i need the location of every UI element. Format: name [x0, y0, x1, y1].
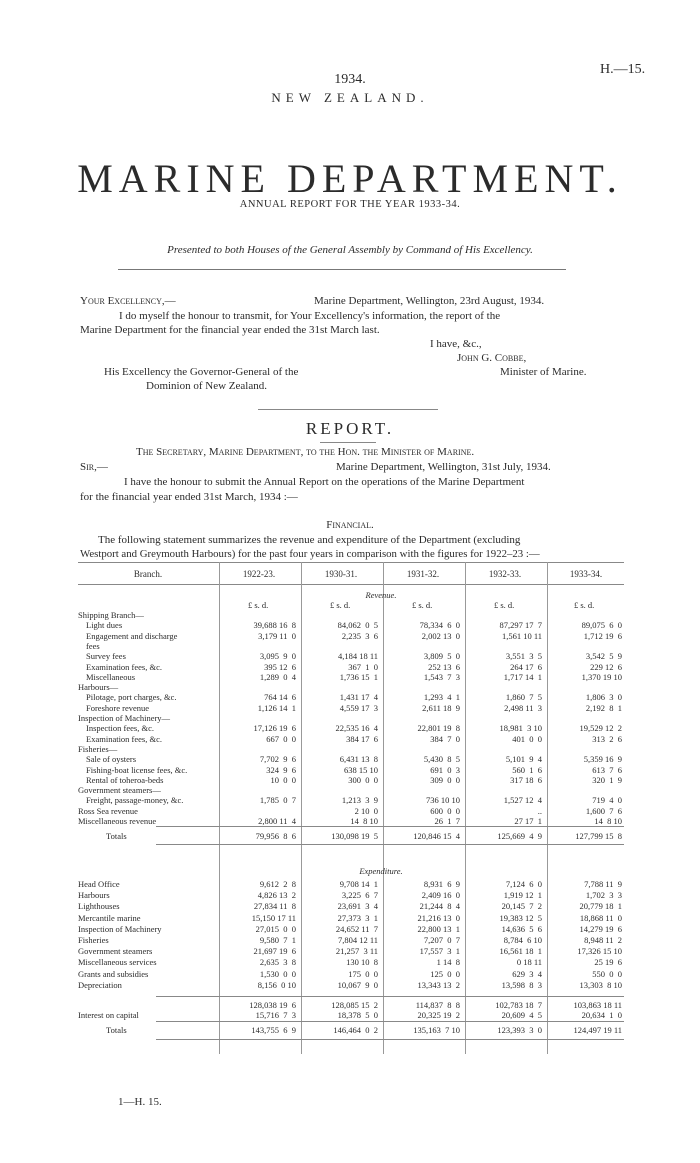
cell-value: 10,067 9 0: [337, 979, 378, 990]
cell-value: 84,062 0 5: [337, 620, 378, 631]
header-year: 1930-31.: [324, 569, 358, 579]
divider: [320, 442, 376, 443]
table-row: [78, 901, 624, 911]
report-from-to: The Secretary, Marine Department, to the Hon. the Minister of Marine.: [136, 446, 475, 458]
section-label-revenue: Revenue.: [365, 590, 397, 600]
cell-value: 20,325 19 2: [417, 1010, 460, 1020]
subtotal-row: [78, 1000, 624, 1010]
cell-value: 20,609 4 5: [501, 1010, 542, 1020]
cell-value: 16,561 18 1: [499, 946, 542, 957]
letter-body-line: Marine Department for the financial year ended the 31st March last.: [80, 324, 380, 336]
letter-signatory-title: Minister of Marine.: [500, 366, 587, 378]
cell-value: 39,688 16 8: [253, 620, 296, 631]
cell-value: 14 8 10: [350, 816, 378, 826]
presented-line: Presented to both Houses of the General Assembly by Command of His Excellency.: [167, 244, 533, 256]
page-code: H.—15.: [600, 62, 646, 77]
row-label: Totals: [106, 1025, 127, 1035]
row-label: fees: [86, 640, 100, 651]
cell-value: 130,098 19 5: [331, 831, 378, 841]
row-label: Examination fees, &c.: [86, 733, 163, 744]
row-label: Fisheries: [78, 935, 109, 945]
cell-value: 1,213 3 9: [341, 795, 378, 806]
cell-value: 20,634 1 0: [581, 1010, 622, 1020]
table-rule: [156, 1039, 624, 1040]
cell-value: 27 17 1: [514, 816, 542, 826]
cell-value: 0 18 11: [516, 957, 542, 968]
cell-value: 128,038 19 6: [249, 1000, 296, 1010]
cell-value: 1,785 0 7: [259, 795, 296, 806]
row-label: Inspection fees, &c.: [86, 723, 154, 734]
cell-value: 2,409 16 0: [421, 890, 460, 901]
cell-value: 264 17 6: [510, 661, 542, 672]
table-rule: [156, 844, 624, 845]
cell-value: 1,293 4 1: [423, 692, 460, 703]
units-label: £ s. d.: [574, 600, 595, 610]
units-label: £ s. d.: [248, 600, 269, 610]
cell-value: 9,708 14 1: [339, 879, 378, 889]
row-label: Ross Sea revenue: [78, 805, 138, 816]
table-row: [78, 785, 624, 795]
cell-value: 300 0 0: [348, 774, 378, 785]
table-row: [78, 744, 624, 754]
totals-row: [78, 831, 624, 841]
row-label: Harbours: [78, 890, 110, 901]
cell-value: 125,669 4 9: [497, 831, 542, 841]
cell-value: 2,002 13 0: [421, 630, 460, 641]
department-title: MARINE DEPARTMENT.: [77, 156, 623, 201]
header-year: 1932-33.: [488, 569, 522, 579]
cell-value: 26 1 7: [434, 816, 460, 826]
row-label: Totals: [106, 831, 127, 841]
cell-value: 22,800 13 1: [417, 923, 460, 934]
cell-value: 309 0 0: [430, 774, 460, 785]
cell-value: 8,948 11 2: [584, 935, 622, 945]
letter-body-line: I do myself the honour to transmit, for Your Excellency's information, the report of the: [119, 310, 501, 322]
table-row: [78, 913, 624, 923]
cell-value: 21,697 19 6: [253, 946, 296, 957]
letter-address-date: Marine Department, Wellington, 23rd August, 1934.: [314, 295, 545, 307]
cell-value: 125 0 0: [430, 968, 460, 979]
cell-value: 114,837 8 8: [415, 1000, 460, 1010]
report-salutation: Sir,—: [80, 461, 108, 473]
cell-value: 1,806 3 0: [585, 692, 622, 703]
cell-value: 1,736 15 1: [339, 671, 378, 682]
cell-value: 79,956 8 6: [255, 831, 296, 841]
row-label: Examination fees, &c.: [86, 661, 163, 672]
cell-value: 7,702 9 6: [259, 754, 296, 765]
cell-value: 320 1 9: [592, 774, 622, 785]
cell-value: 3,542 5 9: [585, 651, 622, 662]
cell-value: 20,779 18 1: [579, 901, 622, 912]
cell-value: 14,636 5 6: [501, 923, 542, 934]
units-label: £ s. d.: [330, 600, 351, 610]
cell-value: 1,543 7 3: [423, 671, 460, 682]
cell-value: 1,289 0 4: [259, 671, 296, 682]
cell-value: 103,863 18 11: [573, 1000, 622, 1010]
report-body-line: for the financial year ended 31st March, 1934 :—: [80, 491, 298, 503]
table-row: [78, 935, 624, 945]
table-row: [78, 672, 624, 682]
report-year: 1934.: [334, 72, 366, 87]
cell-value: 25 19 6: [594, 957, 622, 968]
row-label: Fisheries—: [78, 743, 118, 754]
cell-value: 27,834 11 8: [253, 901, 296, 912]
row-label: Inspection of Machinery—: [78, 713, 171, 723]
header-year: 1931-32.: [406, 569, 440, 579]
cell-value: 27,015 0 0: [255, 923, 296, 934]
units-label: £ s. d.: [494, 600, 515, 610]
row-label: Freight, passage-money, &c.: [86, 795, 184, 806]
cell-value: 401 0 0: [512, 733, 542, 744]
cell-value: 19,529 12 2: [579, 723, 622, 734]
cell-value: 5,101 9 4: [505, 754, 542, 765]
table-rule: [156, 996, 624, 997]
table-row: [78, 980, 624, 990]
cell-value: 9,612 2 8: [259, 879, 296, 889]
cell-value: 384 17 6: [346, 733, 378, 744]
table-row: [78, 957, 624, 967]
cell-value: 550 0 0: [592, 968, 622, 979]
interest-row: [78, 1010, 624, 1020]
section-label-expenditure: Expenditure.: [359, 866, 403, 876]
cell-value: 1,561 10 11: [501, 630, 542, 641]
letter-signatory: John G. Cobbe,: [457, 352, 527, 364]
table-row: [78, 734, 624, 744]
cell-value: 252 13 6: [428, 661, 460, 672]
cell-value: 629 3 4: [512, 968, 542, 979]
table-row: [78, 924, 624, 934]
cell-value: 13,598 8 3: [501, 979, 542, 990]
cell-value: 1,600 7 6: [585, 805, 622, 816]
cell-value: 317 18 6: [510, 774, 542, 785]
financial-intro-line: The following statement summarizes the revenue and expenditure of the Department (excluding: [98, 534, 521, 546]
cell-value: 4,184 18 11: [337, 651, 378, 662]
cell-value: 8,931 6 9: [423, 879, 460, 889]
cell-value: 27,373 3 1: [337, 912, 378, 923]
cell-value: 1,527 12 4: [503, 795, 542, 806]
table-row: [78, 703, 624, 713]
cell-value: 87,297 17 7: [499, 620, 542, 631]
letter-recipient: Dominion of New Zealand.: [146, 380, 267, 392]
cell-value: 736 10 10: [426, 795, 460, 806]
table-row: [78, 795, 624, 805]
cell-value: 8,784 6 10: [503, 935, 542, 945]
cell-value: 2 10 0: [354, 805, 378, 816]
cell-value: 1,530 0 0: [259, 968, 296, 979]
row-label: Lighthouses: [78, 901, 120, 912]
cell-value: 3,551 3 5: [505, 651, 542, 662]
financial-table: [78, 562, 624, 1082]
header-year: 1922-23.: [242, 569, 276, 579]
cell-value: 124,497 19 11: [573, 1025, 622, 1035]
cell-value: 130 10 8: [346, 957, 378, 968]
table-row: [78, 641, 624, 651]
cell-value: 313 2 6: [592, 733, 622, 744]
cell-value: 5,430 8 5: [423, 754, 460, 765]
cell-value: 1 14 8: [436, 957, 460, 968]
cell-value: 367 1 0: [348, 661, 378, 672]
cell-value: 2,235 3 6: [341, 630, 378, 641]
row-label: Government steamers: [78, 946, 153, 957]
cell-value: 384 7 0: [430, 733, 460, 744]
cell-value: 135,163 7 10: [413, 1025, 460, 1035]
cell-value: 764 14 6: [264, 692, 296, 703]
table-rule: [156, 826, 624, 827]
units-label: £ s. d.: [412, 600, 433, 610]
cell-value: 22,801 19 8: [417, 723, 460, 734]
table-row: [78, 754, 624, 764]
cell-value: 23,691 3 4: [337, 901, 378, 912]
report-body-line: I have the honour to submit the Annual Report on the operations of the Marine Department: [124, 476, 525, 488]
cell-value: 102,783 18 7: [495, 1000, 542, 1010]
cell-value: 13,303 8 10: [579, 979, 622, 990]
table-row: [78, 723, 624, 733]
cell-value: 7,124 6 0: [505, 879, 542, 889]
cell-value: 17,557 3 1: [419, 946, 460, 957]
cell-value: 15,150 17 11: [251, 912, 296, 923]
cell-value: 18,378 5 0: [337, 1010, 378, 1020]
cell-value: 1,717 14 1: [503, 671, 542, 682]
cell-value: 20,145 7 2: [501, 901, 542, 912]
row-label: Foreshore revenue: [86, 702, 150, 713]
cell-value: 10 0 0: [270, 774, 296, 785]
cell-value: 2,800 11 4: [258, 816, 296, 826]
letter-recipient: His Excellency the Governor-General of the: [104, 366, 299, 378]
cell-value: 3,095 9 0: [259, 651, 296, 662]
cell-value: 1,702 3 3: [585, 890, 622, 901]
row-label: Fishing-boat license fees, &c.: [86, 764, 188, 775]
cell-value: 3,809 5 0: [423, 651, 460, 662]
table-row: [78, 946, 624, 956]
table-row: [78, 682, 624, 692]
divider: [258, 409, 438, 410]
row-label: Interest on capital: [78, 1010, 139, 1020]
cell-value: 395 12 6: [264, 661, 296, 672]
table-rule: [156, 1021, 624, 1022]
cell-value: 78,334 6 0: [419, 620, 460, 631]
cell-value: 14,279 19 6: [579, 923, 622, 934]
cell-value: 3,225 6 7: [341, 890, 378, 901]
table-row: [78, 890, 624, 900]
cell-value: 324 9 6: [266, 764, 296, 775]
report-subtitle: ANNUAL REPORT FOR THE YEAR 1933-34.: [239, 199, 461, 210]
footer-code: 1—H. 15.: [118, 1096, 162, 1108]
row-label: Rental of toheroa-beds: [86, 774, 164, 785]
table-row: [78, 631, 624, 641]
table-rule: [78, 562, 624, 563]
table-row: [78, 651, 624, 661]
row-label: Miscellaneous services: [78, 957, 157, 968]
row-label: Depreciation: [78, 979, 122, 990]
table-row: [78, 775, 624, 785]
cell-value: 560 1 6: [512, 764, 542, 775]
letter-salutation: Your Excellency,—: [80, 295, 176, 307]
row-label: Miscellaneous: [86, 671, 136, 682]
cell-value: 4,559 17 3: [339, 702, 378, 713]
cell-value: 600 0 0: [430, 805, 460, 816]
table-row: [78, 692, 624, 702]
cell-value: 21,257 3 11: [335, 946, 378, 957]
cell-value: 127,799 15 8: [575, 831, 622, 841]
cell-value: 146,464 0 2: [333, 1025, 378, 1035]
cell-value: 229 12 6: [590, 661, 622, 672]
cell-value: 7,804 12 11: [337, 935, 378, 945]
row-label: Light dues: [86, 620, 123, 631]
cell-value: 7,207 0 7: [423, 935, 460, 945]
cell-value: 21,244 8 4: [419, 901, 460, 912]
cell-value: 5,359 16 9: [583, 754, 622, 765]
cell-value: 15,716 7 3: [255, 1010, 296, 1020]
cell-value: 667 0 0: [266, 733, 296, 744]
table-row: [78, 879, 624, 889]
row-label: Government steamers—: [78, 785, 161, 796]
report-title: REPORT.: [305, 419, 395, 438]
row-label: Engagement and discharge: [86, 630, 178, 641]
cell-value: 13,343 13 2: [417, 979, 460, 990]
cell-value: 719 4 0: [592, 795, 622, 806]
row-label: Head Office: [78, 879, 120, 889]
cell-value: 18,868 11 0: [579, 912, 622, 923]
row-label: Inspection of Machinery: [78, 923, 162, 934]
row-label: Grants and subsidies: [78, 968, 149, 979]
cell-value: 9,580 7 1: [259, 935, 296, 945]
cell-value: 19,383 12 5: [499, 912, 542, 923]
table-row: [78, 713, 624, 723]
cell-value: 7,788 11 9: [584, 879, 622, 889]
cell-value: 638 15 10: [344, 764, 378, 775]
cell-value: 2,611 18 9: [422, 702, 460, 713]
cell-value: 120,846 15 4: [413, 831, 460, 841]
cell-value: 4,826 13 2: [257, 890, 296, 901]
cell-value: 8,156 0 10: [257, 979, 296, 990]
cell-value: 2,635 3 8: [259, 957, 296, 968]
cell-value: 175 0 0: [348, 968, 378, 979]
table-rule: [78, 584, 624, 585]
row-label: Survey fees: [86, 651, 126, 662]
cell-value: ..: [537, 805, 542, 816]
report-address-date: Marine Department, Wellington, 31st July, 1934.: [336, 461, 551, 473]
divider: [118, 269, 566, 270]
cell-value: 2,192 8 1: [585, 702, 622, 713]
cell-value: 17,126 19 6: [253, 723, 296, 734]
cell-value: 17,326 15 10: [577, 946, 622, 957]
table-row: [78, 816, 624, 826]
row-label: Shipping Branch—: [78, 610, 144, 620]
cell-value: 3,179 11 0: [258, 630, 296, 641]
row-label: Sale of oysters: [86, 754, 137, 765]
totals-row: [78, 1025, 624, 1035]
row-label: Mercantile marine: [78, 912, 141, 923]
cell-value: 24,652 11 7: [335, 923, 378, 934]
cell-value: 1,860 7 5: [505, 692, 542, 703]
country-heading: NEW ZEALAND.: [271, 90, 429, 105]
table-row: [78, 969, 624, 979]
table-row: [78, 662, 624, 672]
header-branch: Branch.: [133, 569, 163, 579]
row-label: Pilotage, port charges, &c.: [86, 692, 177, 703]
table-row: [78, 620, 624, 630]
cell-value: 613 7 6: [592, 764, 622, 775]
table-row: [78, 806, 624, 816]
table-row: [78, 610, 624, 620]
cell-value: 128,085 15 2: [331, 1000, 378, 1010]
cell-value: 6,431 13 8: [339, 754, 378, 765]
cell-value: 18,981 3 10: [499, 723, 542, 734]
cell-value: 1,919 12 1: [503, 890, 542, 901]
table-row: [78, 765, 624, 775]
cell-value: 2,498 11 3: [504, 702, 542, 713]
cell-value: 1,126 14 1: [257, 702, 296, 713]
letter-closing: I have, &c.,: [430, 338, 482, 350]
cell-value: 123,393 3 0: [497, 1025, 542, 1035]
cell-value: 21,216 13 0: [417, 912, 460, 923]
cell-value: 1,370 19 10: [581, 671, 622, 682]
cell-value: 143,755 6 9: [251, 1025, 296, 1035]
header-year: 1933-34.: [569, 569, 603, 579]
cell-value: 1,431 17 4: [339, 692, 378, 703]
row-label: Miscellaneous revenue: [78, 816, 157, 826]
cell-value: 691 0 3: [430, 764, 460, 775]
cell-value: 22,535 16 4: [335, 723, 378, 734]
financial-intro-line: Westport and Greymouth Harbours) for the past four years in comparison with the figures for 1922–23 :—: [80, 548, 540, 560]
cell-value: 1,712 19 6: [583, 630, 622, 641]
cell-value: 89,075 6 0: [581, 620, 622, 631]
row-label: Harbours—: [78, 682, 119, 693]
cell-value: 14 8 10: [594, 816, 622, 826]
financial-heading: Financial.: [326, 519, 374, 531]
